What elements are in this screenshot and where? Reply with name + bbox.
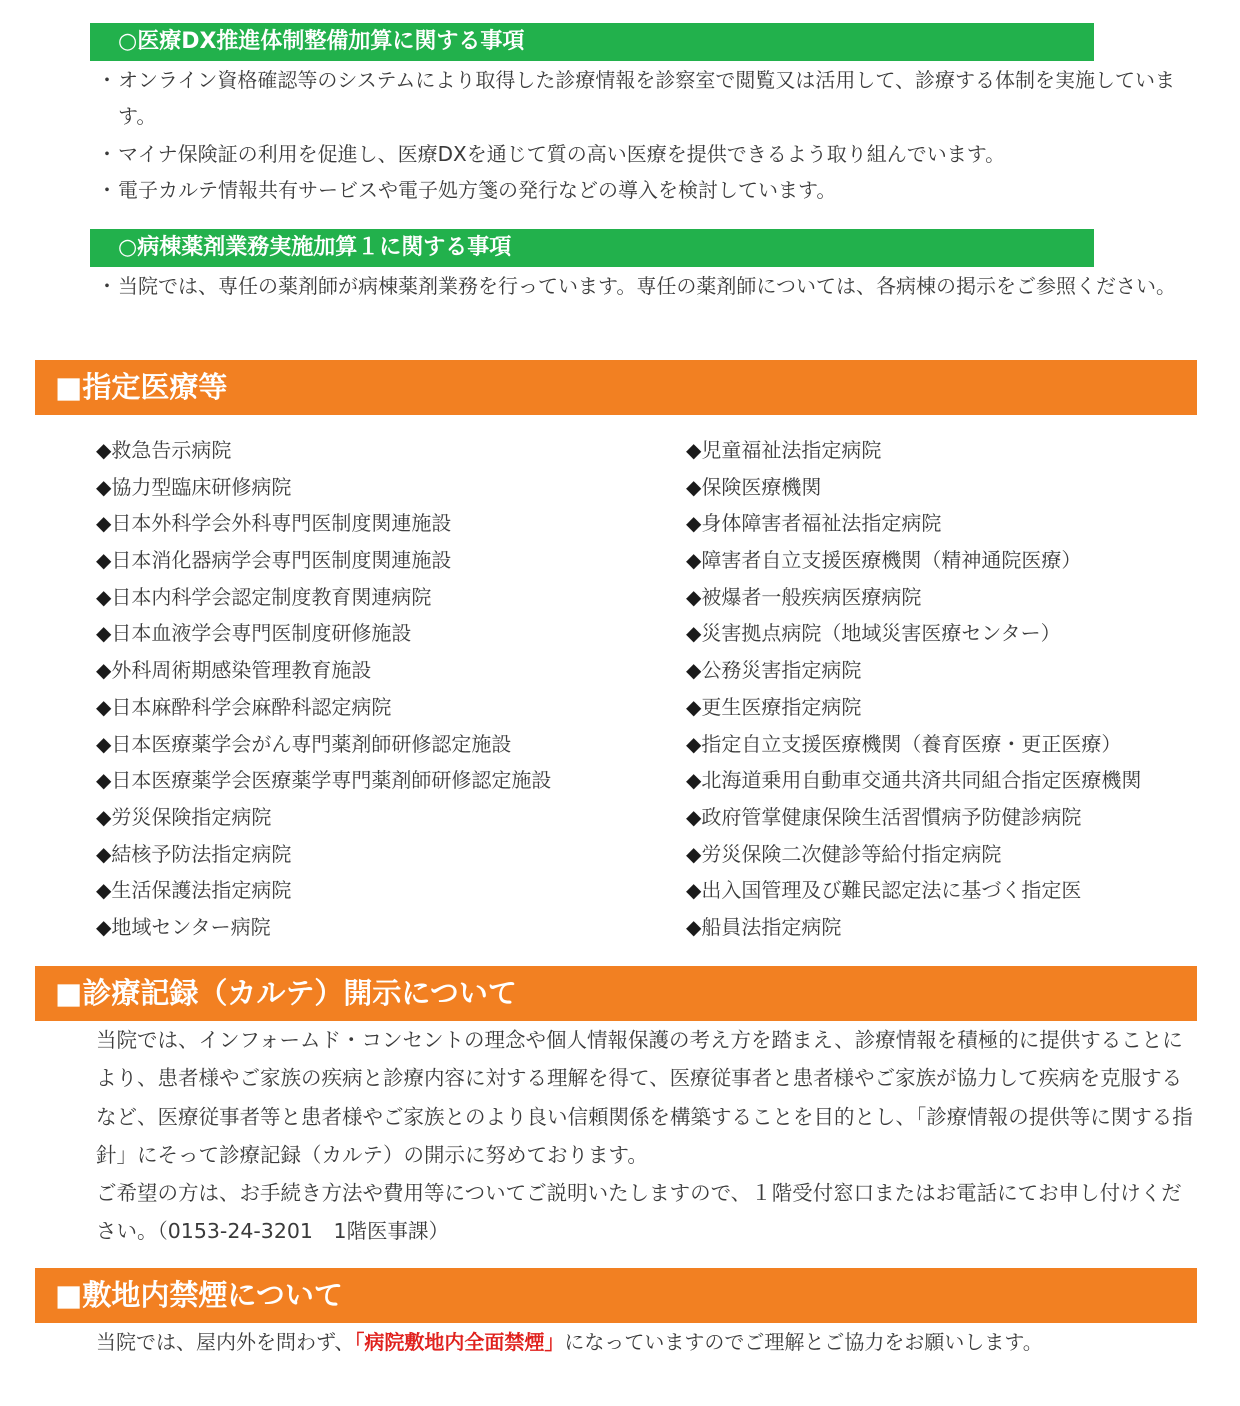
designated-item-label: 結核予防法指定病院 [111, 841, 292, 866]
list-item [686, 689, 1141, 726]
list-item [686, 836, 1141, 873]
smoking-highlight: 「病院敷地内全面禁煙」 [354, 1330, 565, 1354]
list-item [96, 505, 551, 542]
smoking-heading: ■敷地内禁煙について [35, 1268, 1197, 1323]
designated-item-label: 日本麻酔科学会麻酔科認定病院 [111, 694, 392, 719]
diamond-marker: ◆ [96, 878, 112, 903]
list-item [96, 62, 1206, 134]
designated-item-label: 外科周術期感染管理教育施設 [111, 658, 372, 683]
designated-item-label: 政府管掌健康保険生活習慣病予防健診病院 [701, 804, 1082, 829]
designated-item-label: 障害者自立支援医療機関（精神通院医療） [701, 548, 1082, 573]
smoking-text-after: になっていますのでご理解とご協力をお願いします。 [564, 1330, 1043, 1354]
diamond-marker: ◆ [96, 768, 112, 793]
list-item [96, 469, 551, 506]
list-item [686, 872, 1141, 909]
diamond-marker: ◆ [96, 804, 112, 829]
dx-item-2: マイナ保険証の利用を促進し、医療DXを通じて質の高い医療を提供できるよう取り組んでいます。 [118, 142, 1006, 166]
records-paragraph-2: ご希望の方は、お手続き方法や費用等についてご説明いたしますので、１階受付窓口またはお電話にてお申し付けください。（0153-24-3201 1階医事課） [96, 1181, 1182, 1244]
list-item [96, 432, 551, 469]
designated-item-label: 被爆者一般疾病医療病院 [701, 584, 922, 609]
list-item [96, 542, 551, 579]
designated-item-label: 労災保険二次健診等給付指定病院 [701, 841, 1002, 866]
list-item [686, 432, 1141, 469]
designated-item-label: 出入国管理及び難民認定法に基づく指定医 [701, 878, 1082, 903]
diamond-marker: ◆ [96, 511, 112, 536]
designated-item-label: 日本医療薬学会がん専門薬剤師研修認定施設 [111, 731, 512, 756]
designated-item-label: 日本外科学会外科専門医制度関連施設 [111, 511, 452, 536]
list-item [96, 579, 551, 616]
list-item [96, 652, 551, 689]
designated-item-label: 労災保険指定病院 [111, 804, 272, 829]
list-item [686, 615, 1141, 652]
diamond-marker: ◆ [686, 878, 702, 903]
designated-item-label: 協力型臨床研修病院 [111, 474, 292, 499]
diamond-marker: ◆ [686, 584, 702, 609]
list-item [96, 799, 551, 836]
bullet-mark: ・ [97, 142, 117, 166]
bullet-mark: ・ [97, 274, 117, 298]
list-item [686, 542, 1141, 579]
designated-item-label: 日本医療薬学会医療薬学専門薬剤師研修認定施設 [111, 768, 552, 793]
list-item [96, 689, 551, 726]
list-item [686, 799, 1141, 836]
diamond-marker: ◆ [96, 474, 112, 499]
designated-item-label: 日本血液学会専門医制度研修施設 [111, 621, 412, 646]
diamond-marker: ◆ [96, 841, 112, 866]
ward-section-heading: ○病棟薬剤業務実施加算１に関する事項 [90, 229, 1094, 267]
list-item [686, 579, 1141, 616]
diamond-marker: ◆ [686, 511, 702, 536]
diamond-marker: ◆ [686, 914, 702, 939]
list-item [96, 836, 551, 873]
designated-heading: ■指定医療等 [35, 360, 1197, 415]
records-paragraph-1: 当院では、インフォームド・コンセントの理念や個人情報保護の考え方を踏まえ、診療情報を積極的に提供することにより、患者様やご家族の疾病と診療内容に対する理解を得て、医療従事者と患者様やご家族が協力して疾病を克服するなど、医療従事者等と患者様やご家族とのより良い信頼関係を構築することを目的とし、「診療情報の提供等に関する指針」にそって診療記録（カルテ）の開示に努めております。 [96, 1028, 1193, 1167]
list-item [686, 726, 1141, 763]
list-item [686, 505, 1141, 542]
diamond-marker: ◆ [96, 694, 112, 719]
designated-item-label: 公務災害指定病院 [701, 658, 862, 683]
list-item [96, 172, 1206, 208]
list-item [96, 909, 551, 946]
designated-item-label: 北海道乗用自動車交通共済共同組合指定医療機関 [701, 768, 1142, 793]
diamond-marker: ◆ [686, 694, 702, 719]
bullet-mark: ・ [97, 178, 117, 202]
designated-item-label: 日本内科学会認定制度教育関連病院 [111, 584, 432, 609]
diamond-marker: ◆ [686, 621, 702, 646]
diamond-marker: ◆ [96, 731, 112, 756]
diamond-marker: ◆ [686, 804, 702, 829]
designated-item-label: 船員法指定病院 [701, 914, 842, 939]
designated-item-label: 生活保護法指定病院 [111, 878, 292, 903]
list-item [96, 615, 551, 652]
list-item [96, 726, 551, 763]
diamond-marker: ◆ [686, 768, 702, 793]
diamond-marker: ◆ [686, 474, 702, 499]
dx-item-1: オンライン資格確認等のシステムにより取得した診療情報を診察室で閲覧又は活用して、診療する体制を実施しています。 [118, 68, 1175, 128]
designated-item-label: 災害拠点病院（地域災害医療センター） [701, 621, 1061, 646]
bullet-mark: ・ [97, 68, 117, 92]
dx-item-3: 電子カルテ情報共有サービスや電子処方箋の発行などの導入を検討しています。 [118, 178, 837, 202]
designated-item-label: 児童福祉法指定病院 [701, 438, 882, 462]
designated-list-right [686, 432, 1141, 946]
smoking-text-before: 当院では、屋内外を問わず、 [96, 1330, 355, 1354]
diamond-marker: ◆ [686, 438, 702, 462]
designated-item-label: 救急告示病院 [111, 438, 232, 462]
designated-item-label: 更生医療指定病院 [701, 694, 862, 719]
list-item [686, 652, 1141, 689]
designated-item-label: 保険医療機関 [701, 474, 822, 499]
diamond-marker: ◆ [686, 841, 702, 866]
list-item [96, 136, 1206, 172]
records-heading: ■診療記録（カルテ）開示について [35, 966, 1197, 1021]
diamond-marker: ◆ [96, 438, 112, 462]
dx-section-heading: ○医療DX推進体制整備加算に関する事項 [90, 23, 1094, 61]
ward-item-1: 当院では、専任の薬剤師が病棟薬剤業務を行っています。専任の薬剤師については、各病棟の掲示をご参照ください。 [118, 274, 1176, 298]
list-item [96, 268, 1206, 304]
diamond-marker: ◆ [96, 914, 112, 939]
designated-item-label: 指定自立支援医療機関（養育医療・更正医療） [701, 731, 1122, 756]
diamond-marker: ◆ [96, 548, 112, 573]
designated-list-left [96, 432, 551, 946]
diamond-marker: ◆ [96, 584, 112, 609]
designated-item-label: 日本消化器病学会専門医制度関連施設 [111, 548, 452, 573]
diamond-marker: ◆ [96, 621, 112, 646]
diamond-marker: ◆ [686, 548, 702, 573]
designated-item-label: 身体障害者福祉法指定病院 [701, 511, 942, 536]
designated-item-label: 地域センター病院 [111, 914, 271, 939]
list-item [686, 909, 1141, 946]
list-item [96, 762, 551, 799]
diamond-marker: ◆ [686, 731, 702, 756]
list-item [96, 872, 551, 909]
diamond-marker: ◆ [96, 658, 112, 683]
list-item [686, 762, 1141, 799]
diamond-marker: ◆ [686, 658, 702, 683]
smoking-text [96, 1323, 1226, 1361]
list-item [686, 469, 1141, 506]
